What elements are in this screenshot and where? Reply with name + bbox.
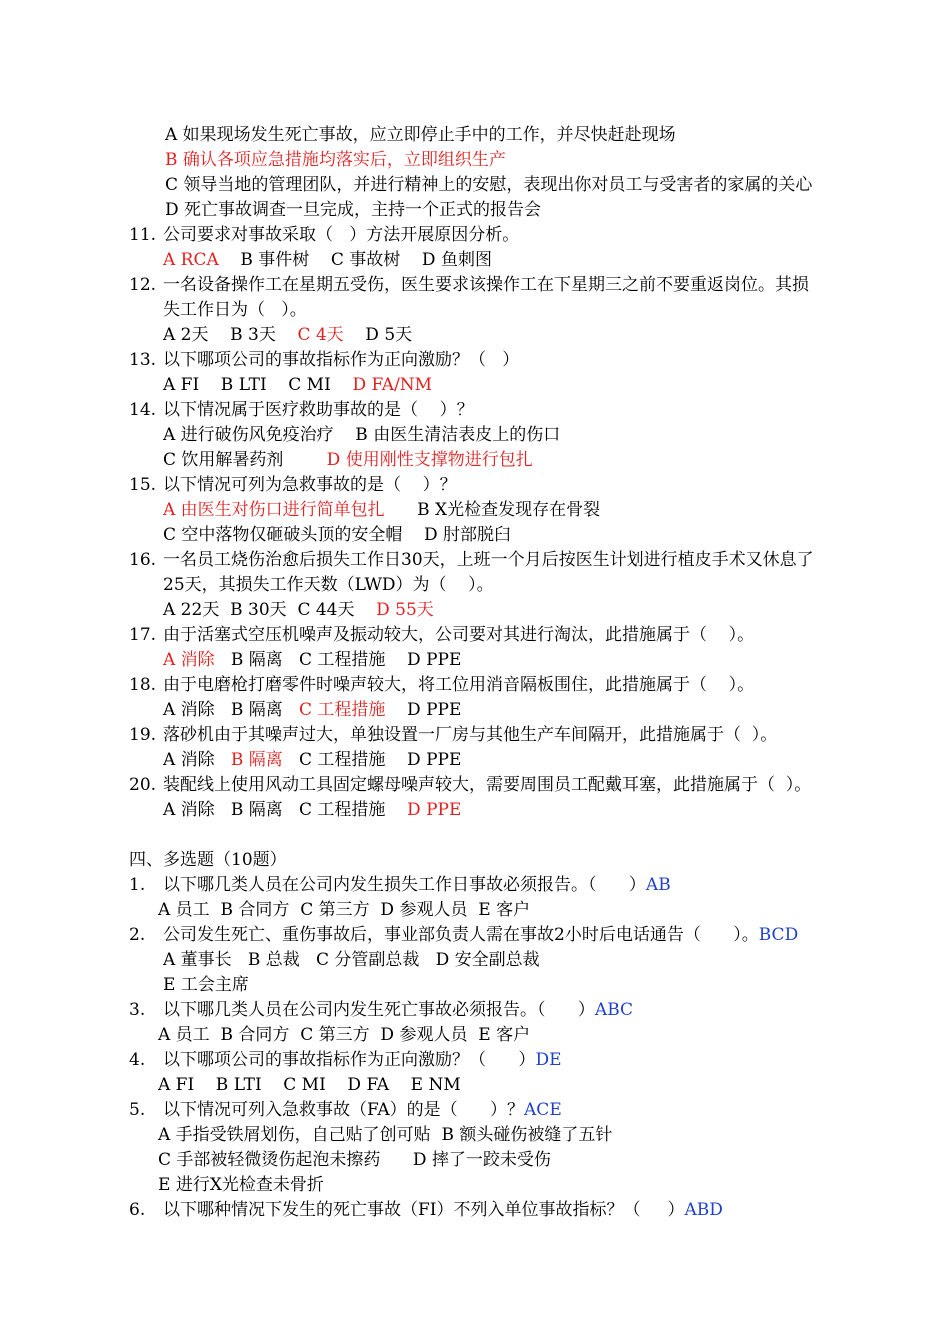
question-number: 14. [129, 400, 157, 420]
text-line [163, 248, 492, 273]
text-segment: A 如果现场发生死亡事故，应立即停止手中的工作，并尽快赶赴现场 [165, 125, 676, 145]
text-segment: 以下哪种情况下发生的死亡事故（FI）不列入单位事故指标？（ ） [163, 1200, 685, 1220]
correct-answer: D PPE [407, 800, 462, 820]
text-line [163, 798, 461, 823]
answer-key: ABC [594, 1000, 634, 1020]
question-line [163, 1048, 561, 1073]
text-line [165, 123, 676, 148]
text-segment: 以下情况可列入急救事故（FA）的是（ ）？ [163, 1100, 525, 1120]
text-segment: A 消除 B 隔离 C 工程措施 [163, 800, 408, 820]
answer-key: ACE [524, 1100, 562, 1120]
question-number: 16. [129, 550, 157, 570]
text-segment: E 工会主席 [163, 975, 249, 995]
question-line [163, 1098, 562, 1123]
text-line [163, 698, 461, 723]
text-segment: E 进行X光检查未骨折 [158, 1175, 324, 1195]
question-number: 4. [129, 1050, 146, 1070]
text-segment: A 22天 B 30天 C 44天 [163, 600, 377, 620]
question-number: 2. [129, 925, 146, 945]
correct-answer: C 4天 [297, 325, 344, 345]
text-line [163, 973, 249, 998]
question-number: 11. [129, 225, 157, 245]
correct-answer: A 由医生对伤口进行简单包扎 [163, 500, 385, 520]
text-line [163, 323, 412, 348]
question-number: 6. [129, 1200, 146, 1220]
question-line [163, 873, 671, 898]
text-line [163, 423, 560, 448]
question-line [163, 473, 457, 498]
text-segment: A 消除 B 隔离 [163, 700, 299, 720]
question-line [163, 723, 777, 748]
question-number: 1. [129, 875, 146, 895]
text-line [158, 1173, 324, 1198]
text-line [163, 948, 540, 973]
text-line [163, 298, 307, 323]
question-line [163, 348, 519, 373]
text-segment: 失工作日为（ ）。 [163, 300, 307, 320]
text-line [158, 1148, 551, 1173]
text-segment: D 死亡事故调查一旦完成，主持一个正式的报告会 [165, 200, 542, 220]
question-number: 19. [129, 725, 157, 745]
text-segment: 以下情况可列为急救事故的是（ ）？ [163, 475, 457, 495]
question-number: 17. [129, 625, 157, 645]
text-segment: C 饮用解暑药剂 [163, 450, 327, 470]
text-segment: 装配线上使用风动工具固定螺母噪声较大，需要周围员工配戴耳塞，此措施属于（ ）。 [163, 775, 812, 795]
question-number: 18. [129, 675, 157, 695]
text-line [163, 573, 494, 598]
question-line [163, 273, 809, 298]
text-segment: C 空中落物仅砸破头顶的安全帽 D 肘部脱臼 [163, 525, 512, 545]
answer-key: DE [535, 1050, 562, 1070]
correct-answer: A RCA [163, 250, 219, 270]
question-number: 15. [129, 475, 157, 495]
question-line [163, 923, 798, 948]
text-segment: C 手部被轻微烫伤起泡未擦药 D 摔了一跤未受伤 [158, 1150, 551, 1170]
text-segment: C 工程措施 D PPE [282, 750, 462, 770]
question-line [163, 223, 519, 248]
correct-answer: A 消除 [163, 650, 215, 670]
text-line [163, 748, 461, 773]
text-line [158, 1073, 461, 1098]
correct-answer: D 55天 [376, 600, 434, 620]
question-number: 12. [129, 275, 157, 295]
text-segment: 以下哪项公司的事故指标作为正向激励？（ ） [163, 350, 520, 370]
text-line [163, 523, 511, 548]
text-line [165, 148, 506, 173]
text-segment: B 事件树 C 事故树 D 鱼刺图 [218, 250, 492, 270]
text-segment: 四、多选题（10题） [129, 850, 287, 870]
text-line [158, 898, 530, 923]
text-segment: A FI B LTI C MI D FA E NM [158, 1075, 461, 1095]
text-line [163, 648, 461, 673]
text-line [163, 373, 432, 398]
text-segment: A 员工 B 合同方 C 第三方 D 参观人员 E 客户 [158, 900, 531, 920]
text-segment: 以下哪几类人员在公司内发生损失工作日事故必须报告。（ ） [163, 875, 646, 895]
question-number: 3. [129, 1000, 146, 1020]
correct-answer: B 隔离 [230, 750, 283, 770]
question-number: 13. [129, 350, 157, 370]
correct-answer: B 确认各项应急措施均落实后，立即组织生产 [165, 150, 506, 170]
text-segment: A 2天 B 3天 [163, 325, 298, 345]
text-segment: A FI B LTI C MI [163, 375, 353, 395]
question-line [163, 773, 811, 798]
text-segment: 一名员工烧伤治愈后损失工作日30天，上班一个月后按医生计划进行植皮手术又休息了 [163, 550, 814, 570]
text-segment: B 隔离 C 工程措施 D PPE [214, 650, 462, 670]
text-segment: A 员工 B 合同方 C 第三方 D 参观人员 E 客户 [158, 1025, 531, 1045]
text-segment: A 进行破伤风免疫治疗 B 由医生清洁表皮上的伤口 [163, 425, 561, 445]
text-line [129, 848, 287, 873]
text-segment: 由于电磨枪打磨零件时噪声较大，将工位用消音隔板围住，此措施属于（ ）。 [163, 675, 755, 695]
text-segment: 25天，其损失工作天数（LWD）为（ ）。 [163, 575, 494, 595]
correct-answer: D 使用刚性支撑物进行包扎 [326, 450, 533, 470]
text-segment: A 董事长 B 总裁 C 分管副总裁 D 安全副总裁 [163, 950, 540, 970]
answer-key: BCD [758, 925, 799, 945]
correct-answer: D FA/NM [352, 375, 433, 395]
question-number: 5. [129, 1100, 146, 1120]
question-line [163, 1198, 723, 1223]
text-segment: B X光检查发现存在骨裂 [384, 500, 601, 520]
question-number: 20. [129, 775, 157, 795]
text-segment: 一名设备操作工在星期五受伤，医生要求该操作工在下星期三之前不要重返岗位。其损 [163, 275, 809, 295]
question-line [163, 398, 474, 423]
text-segment: 公司发生死亡、重伤事故后，事业部负责人需在事故2小时后电话通告（ ）。 [163, 925, 759, 945]
text-segment: 以下哪项公司的事故指标作为正向激励？（ ） [163, 1050, 536, 1070]
text-line [163, 498, 600, 523]
text-segment: A 消除 [163, 750, 231, 770]
text-line [158, 1123, 612, 1148]
text-segment: 公司要求对事故采取（ ）方法开展原因分析。 [163, 225, 520, 245]
text-segment: 由于活塞式空压机噪声及振动较大，公司要对其进行淘汰，此措施属于（ ）。 [163, 625, 755, 645]
answer-key: ABD [684, 1200, 723, 1220]
text-segment: C 领导当地的管理团队，并进行精神上的安慰，表现出你对员工与受害者的家属的关心 [165, 175, 813, 195]
text-segment: 以下情况属于医疗救助事故的是（ ）？ [163, 400, 474, 420]
question-line [163, 623, 754, 648]
text-line [163, 448, 533, 473]
question-line [163, 548, 814, 573]
question-line [163, 673, 754, 698]
text-line [165, 173, 812, 198]
correct-answer: C 工程措施 [299, 700, 386, 720]
text-segment: 落砂机由于其噪声过大，单独设置一厂房与其他生产车间隔开，此措施属于（ ）。 [163, 725, 778, 745]
text-segment: A 手指受铁屑划伤，自己贴了创可贴 B 额头碰伤被缝了五针 [158, 1125, 613, 1145]
text-line [158, 1023, 530, 1048]
text-segment: 以下哪几类人员在公司内发生死亡事故必须报告。（ ） [163, 1000, 595, 1020]
text-line [165, 198, 541, 223]
text-segment: D 5天 [343, 325, 413, 345]
question-line [163, 998, 633, 1023]
answer-key: AB [645, 875, 671, 895]
text-segment: D PPE [385, 700, 462, 720]
text-line [163, 598, 434, 623]
